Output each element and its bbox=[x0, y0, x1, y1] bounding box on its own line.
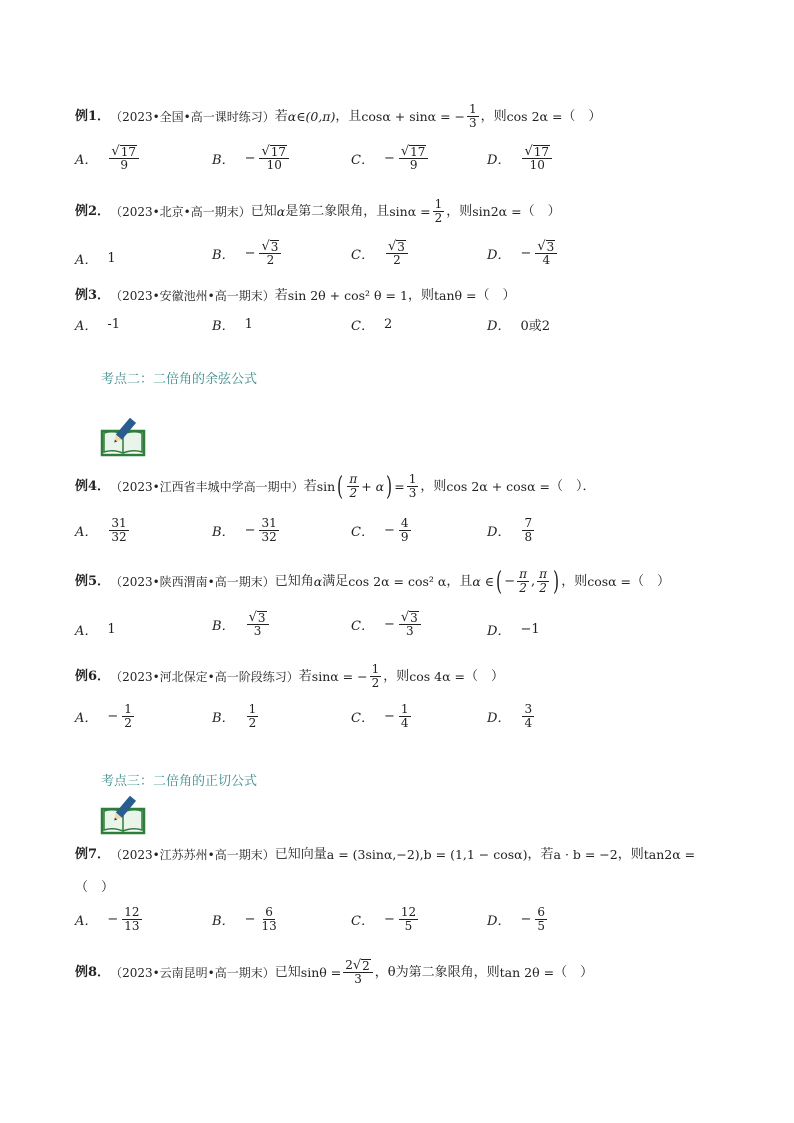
question-label: 例2 bbox=[75, 203, 98, 219]
question-text: 已知 bbox=[274, 964, 301, 980]
option-c[interactable]: C． − √ 17 9 bbox=[351, 145, 430, 172]
option-a[interactable]: A． $\frac{31}{32}$ bbox=[75, 516, 127, 544]
option-d[interactable]: D． $\frac{3}{4}$ bbox=[487, 702, 533, 730]
question-text: ，则 bbox=[407, 288, 434, 303]
fraction: $\frac{1}{3}$ bbox=[408, 472, 417, 500]
question-text: 已知角 bbox=[274, 573, 314, 589]
question-text: 是第二象限角，且 bbox=[285, 203, 390, 219]
math-expr: sinα = − bbox=[311, 668, 368, 684]
option-c[interactable]: C． − $\frac{12}{5}$ bbox=[351, 905, 417, 933]
question-text: ，且 bbox=[446, 573, 473, 589]
question-text: ，则 bbox=[446, 203, 473, 219]
question-label: 例1 bbox=[75, 108, 98, 124]
fraction: 2 √ 2 3 bbox=[343, 959, 373, 986]
book-pencil-icon bbox=[100, 417, 146, 461]
question-text: ，则 bbox=[561, 573, 588, 589]
question-1: 例1 ． （2023•全国•高一课时练习） 若 α∈(0,π) ，且 cosα + sinα = − $\frac{1}{3}$ ，则 cos 2α = （ ） bbox=[75, 102, 602, 130]
answer-blank: （ ） bbox=[465, 668, 505, 684]
question-text: ，则 bbox=[617, 847, 644, 862]
question-source: （2023•北京•高一期末） bbox=[110, 204, 251, 219]
question-text: ，则 bbox=[383, 668, 410, 684]
option-a[interactable]: A． − $\frac{1}{2}$ bbox=[75, 702, 132, 730]
option-a[interactable]: A． 1 bbox=[75, 251, 116, 268]
fraction: $\frac{1}{2}$ bbox=[371, 662, 380, 690]
question-text: 已知 bbox=[250, 203, 277, 219]
option-b[interactable]: B． − √ 17 10 bbox=[212, 145, 291, 172]
math-expr: sin bbox=[316, 478, 336, 494]
answer-blank: （ ） bbox=[631, 573, 671, 589]
option-d[interactable]: D． −1 bbox=[487, 622, 540, 639]
fraction: $\frac{1}{3}$ bbox=[469, 102, 477, 130]
question-source: （2023•江苏苏州•高一期末） bbox=[110, 848, 275, 862]
option-b[interactable]: B． 1 bbox=[212, 317, 253, 334]
answer-blank: （ ） bbox=[521, 203, 561, 219]
answer-blank: （ ） bbox=[75, 880, 115, 895]
math-expr: α bbox=[313, 573, 323, 589]
answer-blank: （ ） bbox=[554, 964, 594, 980]
option-a[interactable]: A． -1 bbox=[75, 317, 121, 334]
question-source: （2023•河北保定•高一阶段练习） bbox=[110, 669, 299, 684]
section-heading: 考点二：二倍角的余弦公式 bbox=[101, 372, 258, 387]
option-b[interactable]: B． − $\frac{31}{32}$ bbox=[212, 516, 277, 544]
question-5: 例5 ． （2023•陕西渭南•高一期末） 已知角 α 满足 cos 2α = cos² α ，且 α ∈ ( − $\frac{\pi}{2}$ , $\frac{\pi}{2}$ ) ，则 cosα = （ ） bbox=[75, 566, 671, 597]
question-label: 例5 bbox=[75, 573, 98, 589]
question-2: 例2 ． （2023•北京•高一期末） 已知 α 是第二象限角，且 sinα = $\frac{1}{2}$ ，则 sin2α = （ ） bbox=[75, 197, 561, 225]
question-8: 例8 ． （2023•云南昆明•高一期末） 已知 sinθ = 2 √ 2 3 ，θ为第二象限角，则 tan 2θ = （ ） bbox=[75, 958, 594, 986]
math-expr: α ∈ bbox=[472, 573, 495, 589]
option-c[interactable]: C． − √ 3 3 bbox=[351, 611, 423, 638]
question-label: 例8 bbox=[75, 964, 98, 980]
option-d[interactable]: D． − $\frac{6}{5}$ bbox=[487, 905, 545, 933]
math-expr: a = (3sinα,−2), bbox=[326, 847, 424, 862]
option-d[interactable]: D． $\frac{7}{8}$ bbox=[487, 516, 533, 544]
option-c[interactable]: C． √ 3 2 bbox=[351, 240, 410, 267]
math-expr: + α bbox=[361, 478, 385, 494]
book-pencil-icon bbox=[100, 795, 146, 839]
question-text: 若 bbox=[274, 108, 288, 124]
option-b[interactable]: B． $\frac{1}{2}$ bbox=[212, 702, 257, 730]
math-expr: α bbox=[276, 203, 286, 219]
option-d[interactable]: D． 0或2 bbox=[487, 319, 550, 334]
math-expr: sin 2θ + cos² θ = 1 bbox=[287, 288, 408, 303]
question-text: ，θ为第二象限角，则 bbox=[374, 964, 500, 980]
question-source: （2023•陕西渭南•高一期末） bbox=[110, 574, 275, 589]
option-a[interactable]: A． − $\frac{12}{13}$ bbox=[75, 905, 140, 933]
math-expr: sinα = bbox=[389, 203, 431, 219]
question-text: ，则 bbox=[480, 108, 507, 124]
math-expr: cos 2α + cosα = bbox=[446, 478, 550, 494]
option-a[interactable]: A． √ 17 9 bbox=[75, 145, 141, 172]
math-expr: b = (1,1 − cosα) bbox=[423, 847, 528, 862]
math-expr: tanθ = bbox=[433, 288, 477, 303]
option-c[interactable]: C． − $\frac{4}{9}$ bbox=[351, 516, 409, 544]
option-c[interactable]: C． 2 bbox=[351, 317, 393, 334]
question-text: 已知向量 bbox=[274, 847, 327, 862]
question-text: 若 bbox=[298, 668, 312, 684]
option-b[interactable]: B． − $\frac{6}{13}$ bbox=[212, 905, 277, 933]
math-expr: sin2α = bbox=[472, 203, 522, 219]
fraction: $\frac{1}{2}$ bbox=[434, 197, 443, 225]
math-expr: α∈(0,π) bbox=[287, 108, 336, 124]
option-b[interactable]: B． √ 3 3 bbox=[212, 611, 271, 638]
math-expr: tan2α = bbox=[643, 847, 696, 862]
answer-blank: （ ） bbox=[476, 288, 516, 303]
question-3: 例3 ． （2023•安徽池州•高一期末） 若 sin 2θ + cos² θ = 1 ，则 tanθ = （ ） bbox=[75, 288, 516, 303]
question-source: （2023•江西省丰城中学高一期中） bbox=[110, 479, 304, 494]
question-label: 例3 bbox=[75, 288, 98, 303]
question-text: 若 bbox=[303, 478, 317, 494]
answer-blank: （ ） bbox=[562, 108, 602, 124]
option-d[interactable]: D． − √ 3 4 bbox=[487, 240, 559, 267]
question-label: 例4 bbox=[75, 478, 98, 494]
math-expr: cos 2α = bbox=[506, 108, 563, 124]
question-source: （2023•云南昆明•高一期末） bbox=[110, 965, 275, 980]
fraction: $\frac{\pi}{2}$ bbox=[349, 472, 358, 500]
question-6: 例6 ． （2023•河北保定•高一阶段练习） 若 sinα = − $\frac{1}{2}$ ，则 cos 4α = （ ） bbox=[75, 662, 505, 690]
answer-blank: （ ）． bbox=[549, 478, 596, 494]
math-expr: cosα + sinα = − bbox=[361, 108, 465, 124]
option-b[interactable]: B． − √ 3 2 bbox=[212, 240, 283, 267]
math-expr: cos 2α = cos² α bbox=[348, 573, 447, 589]
question-label: 例6 bbox=[75, 668, 98, 684]
question-text: ，若 bbox=[527, 847, 554, 862]
question-source: （2023•全国•高一课时练习） bbox=[110, 109, 275, 124]
section-heading: 考点三：二倍角的正切公式 bbox=[101, 774, 258, 789]
question-label: 例7 bbox=[75, 847, 98, 862]
math-expr: a · b = −2 bbox=[553, 847, 618, 862]
question-text: 若 bbox=[274, 288, 288, 303]
math-expr: cosα = bbox=[587, 573, 632, 589]
question-7: 例7 ． （2023•江苏苏州•高一期末） 已知向量 a = (3sinα,−2), b = (1,1 − cosα) ，若 a · b = −2 ，则 tan2α = bbox=[75, 847, 696, 862]
option-d[interactable]: D． √ 17 10 bbox=[487, 145, 554, 172]
question-text: ，且 bbox=[335, 108, 362, 124]
question-source: （2023•安徽池州•高一期末） bbox=[110, 289, 275, 303]
math-expr: sinθ = bbox=[300, 964, 342, 980]
math-expr: tan 2θ = bbox=[499, 964, 555, 980]
option-c[interactable]: C． − $\frac{1}{4}$ bbox=[351, 702, 409, 730]
question-text: ，则 bbox=[420, 478, 447, 494]
option-a[interactable]: A． 1 bbox=[75, 622, 116, 639]
question-4: 例4 ． （2023•江西省丰城中学高一期中） 若 sin ( $\frac{\pi}{2}$ + α ) = $\frac{1}{3}$ ，则 cos 2α + cosα = （ ）． bbox=[75, 471, 596, 502]
math-expr: cos 4α = bbox=[409, 668, 466, 684]
question-text: 满足 bbox=[322, 573, 349, 589]
